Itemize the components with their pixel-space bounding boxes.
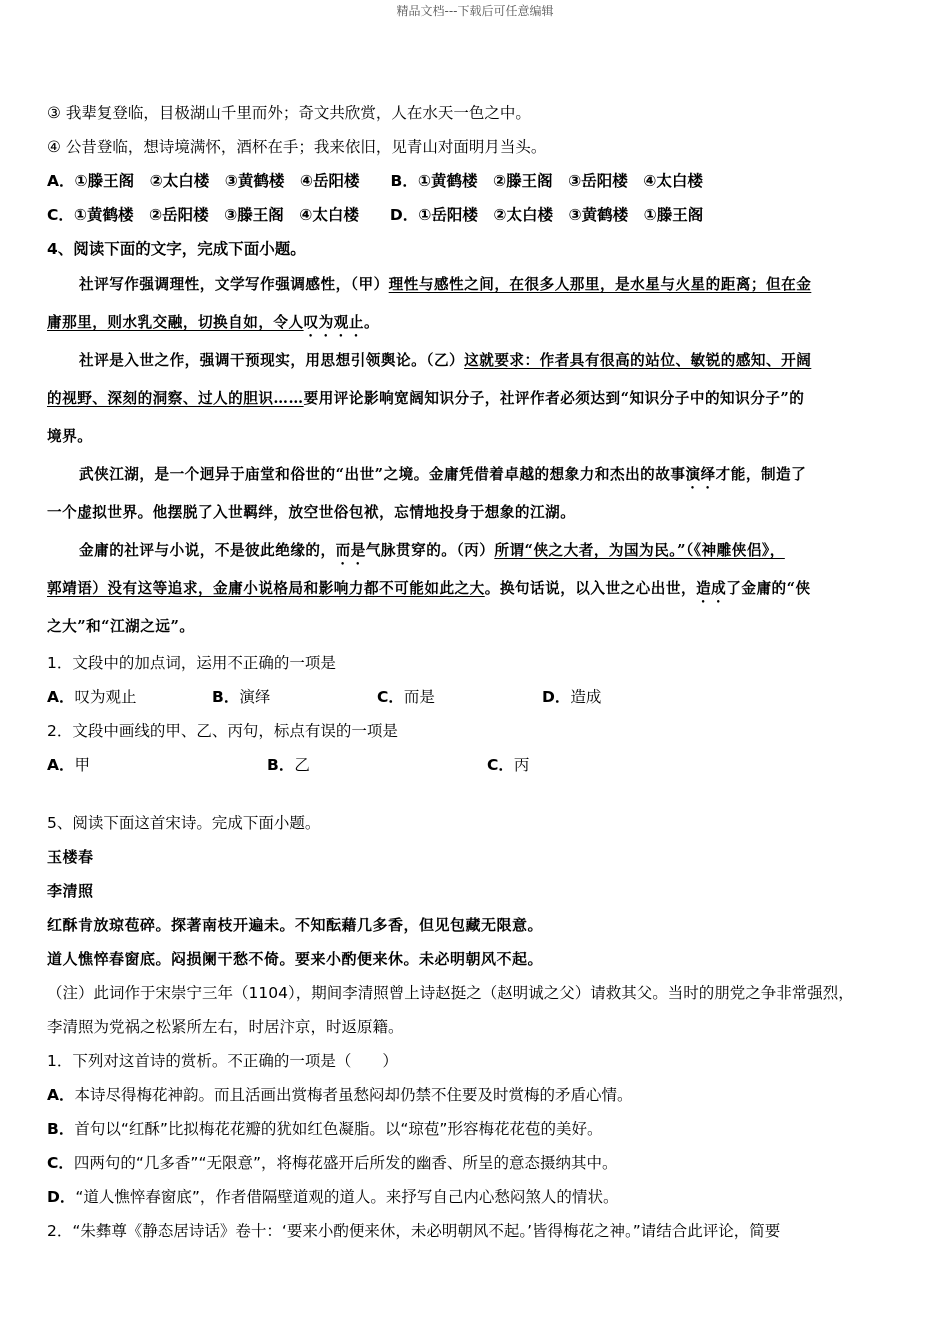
choice-key: B．: [267, 756, 295, 774]
text: 气脉贯穿的。（丙）: [365, 542, 495, 559]
option-key-a: A．: [47, 172, 75, 190]
option-text: 本诗尽得梅花神韵。而且活画出赏梅者虽愁闷却仍禁不住要及时赏梅的矛盾心情。: [74, 1086, 633, 1104]
choice-text: 丙: [513, 756, 530, 774]
text: 金庸的社评与小说，不是彼此绝缘的，: [79, 542, 336, 559]
q4-sub-2: 2．文段中画线的甲、乙、丙句，标点有误的一项是: [47, 722, 398, 740]
q5-option-a: [47, 1082, 905, 1116]
dotted-word-4: 造成: [696, 580, 727, 597]
q4-title: 4、阅读下面的文字，完成下面小题。: [47, 240, 306, 258]
dotted-word-3: 而是: [335, 542, 366, 559]
q5-option-c: [47, 1150, 905, 1184]
choice-text: 演绎: [239, 688, 271, 706]
q4-paragraph-1b: [47, 308, 905, 346]
text: 要用评论影响宽阔知识分子，社评作者必须达到“知识分子中的知识分子”的: [303, 390, 805, 407]
poem-note-2: 李清照为党祸之松紧所左右，时居汴京，时返原籍。: [47, 1018, 404, 1036]
q5-option-b: [47, 1116, 905, 1150]
option-text: “道人憔悴春窗底”，作者借隔壁道观的道人。来抒写自己内心愁闷煞人的情状。: [75, 1188, 619, 1206]
option-key: D．: [47, 1188, 76, 1206]
option-key-b: B．: [390, 172, 418, 190]
choice-c: [487, 752, 529, 778]
choice-key: B．: [212, 688, 240, 706]
choice-text: 叹为观止: [74, 688, 137, 706]
q4-paragraph-2c: 境界。: [47, 428, 93, 445]
q3-options-ab: [47, 168, 905, 202]
poem-author: 李清照: [47, 882, 94, 900]
q5-option-d: [47, 1184, 905, 1218]
line-item-4: ④ 公昔登临，想诗境满怀，酒杯在手；我来依旧，见青山对面明月当头。: [47, 138, 547, 156]
page-header: 精品文档---下载后可任意编辑: [396, 4, 554, 18]
choice-key: D．: [542, 688, 571, 706]
underlined-bing: 所谓“侠之大者，为国为民。”（《神雕侠侣》，: [494, 542, 785, 559]
text: 社评写作强调理性，文学写作强调感性，（甲）: [79, 276, 389, 293]
q5-sub-2: 2．“朱彝尊《静态居诗话》卷十：‘要来小酌便来休，未必明朝风不起。’皆得梅花之神。”请结合此评论，简要: [47, 1222, 781, 1240]
spacer: [47, 786, 905, 810]
poem-line-2: 道人憔悴春窗底。闷损阑干愁不倚。要来小酌便来休。未必明朝风不起。: [47, 950, 544, 968]
option-text: 首句以“红酥”比拟梅花花瓣的犹如红色凝脂。以“琼苞”形容梅花花苞的美好。: [74, 1120, 603, 1138]
choice-d: [542, 684, 601, 710]
q4-paragraph-2a: [47, 346, 905, 384]
choice-a: [47, 684, 212, 710]
underlined-yi-cont: 的视野、深刻的洞察、过人的胆识……: [47, 390, 304, 407]
option-key-d: D．: [389, 206, 419, 224]
option-a: ①滕王阁 ②太白楼 ③黄鹤楼 ④岳阳楼: [74, 172, 360, 190]
choice-a: [47, 752, 267, 778]
choice-b: [212, 684, 377, 710]
text: 才能，制造了: [715, 466, 807, 483]
dotted-word-2: 演绎: [685, 466, 716, 483]
poem-line-1: 红酥肯放琼苞碎。探著南枝开遍未。不知酝藉几多香，但见包藏无限意。: [47, 916, 544, 934]
poem-note-1: （注）此词作于宋崇宁三年（1104），期间李清照曾上诗赵挺之（赵明诚之父）请救其父。当时的朋党之争非常强烈，: [47, 984, 854, 1002]
dotted-word-1: 叹为观止: [303, 314, 364, 331]
q4-paragraph-4a: [47, 536, 905, 574]
poem-title: 玉楼春: [47, 848, 94, 866]
option-key: A．: [47, 1086, 75, 1104]
q4-paragraph-3a: [47, 460, 905, 498]
option-c: ①黄鹤楼 ②岳阳楼 ③滕王阁 ④太白楼: [73, 206, 359, 224]
choice-key: C．: [377, 688, 404, 706]
q4-paragraph-4b: [47, 574, 905, 612]
option-text: 四两句的“几多香”“无限意”，将梅花盛开后所发的幽香、所呈的意态摄纳其中。: [73, 1154, 618, 1172]
choice-text: 乙: [294, 756, 310, 774]
line-item-3: ③ 我辈复登临，目极湖山千里而外；奇文共欣赏，人在水天一色之中。: [47, 104, 531, 122]
underlined-jia: 理性与感性之间，在很多人那里，是水星与火星的距离；但在金: [388, 276, 812, 293]
choice-text: 甲: [74, 756, 91, 774]
text: 。: [364, 314, 380, 331]
q4-sub-1-options: [47, 684, 905, 718]
option-key-c: C．: [47, 206, 74, 224]
q4-sub-1: 1．文段中的加点词，运用不正确的一项是: [47, 654, 336, 672]
q5-title: 5、阅读下面这首宋诗。完成下面小题。: [47, 814, 321, 832]
choice-c: [377, 684, 542, 710]
choice-text: 而是: [403, 688, 435, 706]
text: 。换句话说，以入世之心出世，: [484, 580, 697, 597]
q4-paragraph-4c: 之大”和“江湖之远”。: [47, 618, 195, 635]
option-key: C．: [47, 1154, 74, 1172]
choice-text: 造成: [570, 688, 602, 706]
option-b: ①黄鹤楼 ②滕王阁 ③岳阳楼 ④太白楼: [417, 172, 703, 190]
underlined-yi: 这就要求：作者具有很高的站位、敏锐的感知、开阔: [464, 352, 812, 369]
q4-sub-2-options: [47, 752, 905, 786]
text: 社评是入世之作，强调干预现实，用思想引领舆论。（乙）: [79, 352, 465, 369]
q4-paragraph-3b: 一个虚拟世界。他摆脱了入世羁绊，放空世俗包袱，忘情地投身于想象的江湖。: [47, 504, 576, 521]
underlined-jia-cont: 庸那里，则水乳交融，切换自如，令人: [47, 314, 304, 331]
q3-options-cd: [47, 202, 905, 236]
choice-key: A．: [47, 688, 75, 706]
document-body: [47, 100, 905, 1252]
option-key: B．: [47, 1120, 75, 1138]
q4-paragraph-2b: [47, 384, 905, 422]
underlined-bing-cont: 郭靖语）没有这等追求，金庸小说格局和影响力都不可能如此之大: [47, 580, 485, 597]
text: 武侠江湖，是一个迥异于庙堂和俗世的“出世”之境。金庸凭借着卓越的想象力和杰出的故事: [79, 466, 686, 483]
text: 了金庸的“侠: [726, 580, 811, 597]
choice-key: C．: [487, 756, 514, 774]
q4-paragraph-1a: [47, 270, 905, 308]
q5-sub-1: 1．下列对这首诗的赏析。不正确的一项是（ ）: [47, 1052, 398, 1070]
choice-key: A．: [47, 756, 75, 774]
option-d: ①岳阳楼 ②太白楼 ③黄鹤楼 ①滕王阁: [418, 206, 704, 224]
choice-b: [267, 752, 487, 778]
